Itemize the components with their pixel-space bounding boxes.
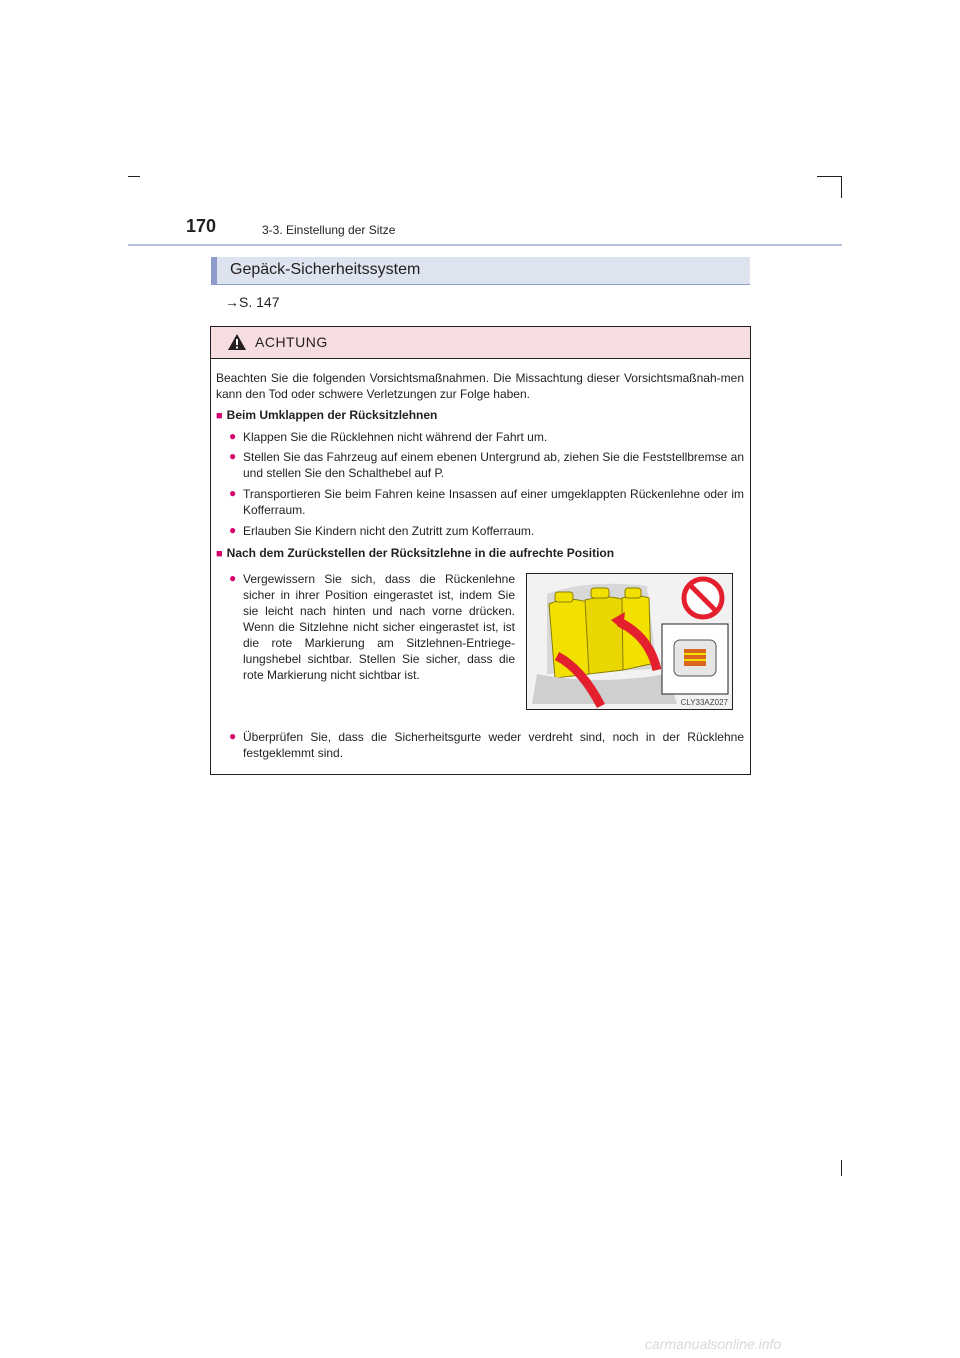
warning-box — [210, 326, 751, 775]
subheading-text: Nach dem Zurückstellen der Rücksitzlehne in die aufrechte Position — [226, 546, 615, 560]
subheading — [216, 407, 744, 424]
warning-header — [211, 327, 750, 359]
page-number: 170 — [186, 216, 217, 236]
bullet-icon: ● — [229, 449, 237, 463]
figure-code: CLY33AZ027 — [680, 698, 728, 707]
warning-triangle-icon — [227, 333, 247, 351]
list-item: Vergewissern Sie sich, dass die Rückenlehne sicher in ihrer Position eingerastet ist, indem Sie sie leicht nach hinten und nach vorne drücken. Wenn die Sitzlehne nicht sicher eingerastet ist, ist die rote Markierung am Sitzlehnen-Entriege-lungshebel sichtbar. Stellen Sie sicher, dass die rote Markierung nicht sichtbar ist. — [243, 572, 515, 682]
bullet-icon: ● — [229, 429, 237, 443]
watermark: carmanualsonline.info — [645, 1336, 782, 1352]
header-rule — [128, 244, 842, 246]
crop-mark — [817, 176, 842, 177]
rear-seat-illustration-drawing — [527, 574, 732, 709]
bullet-icon: ● — [229, 571, 237, 585]
crop-mark — [841, 176, 842, 198]
list-item: Klappen Sie die Rücklehnen nicht während der Fahrt um. — [243, 430, 548, 444]
subheading-text: Beim Umklappen der Rücksitzlehnen — [226, 408, 438, 422]
bullet-icon: ● — [229, 729, 237, 743]
list-item: Transportieren Sie beim Fahren keine Insassen auf einer umgeklappten Rückenlehne oder im Kofferraum. — [243, 487, 744, 517]
section-heading-bar — [211, 257, 750, 285]
crop-mark — [841, 1160, 842, 1176]
square-bullet-icon: ■ — [216, 410, 223, 422]
crop-mark — [128, 176, 140, 177]
warning-title: ACHTUNG — [255, 334, 328, 350]
list-item: Erlauben Sie Kindern nicht den Zutritt zum Kofferraum. — [243, 524, 535, 538]
warning-intro: Beachten Sie die folgenden Vorsichtsmaßnahmen. Die Missachtung dieser Vorsichtsmaßnah-men kann den Tod oder schwere Verletzungen zur Folge haben. — [216, 371, 744, 401]
bullet-icon: ● — [229, 486, 237, 500]
running-head: 3-3. Einstellung der Sitze — [262, 223, 396, 237]
section-title: Gepäck-Sicherheitssystem — [230, 261, 421, 278]
list-item: Überprüfen Sie, dass die Sicherheitsgurte weder verdreht sind, noch in der Rücklehne festgeklemmt sind. — [243, 730, 744, 760]
list-item: Stellen Sie das Fahrzeug auf einem ebenen Untergrund ab, ziehen Sie die Feststellbremse an und stellen Sie den Schalthebel auf P. — [243, 450, 744, 480]
subheading — [216, 545, 744, 562]
square-bullet-icon: ■ — [216, 548, 223, 560]
bullet-icon: ● — [229, 523, 237, 537]
rear-seat-illustration — [526, 573, 733, 710]
page-reference-link[interactable]: →S. 147 — [225, 294, 280, 310]
